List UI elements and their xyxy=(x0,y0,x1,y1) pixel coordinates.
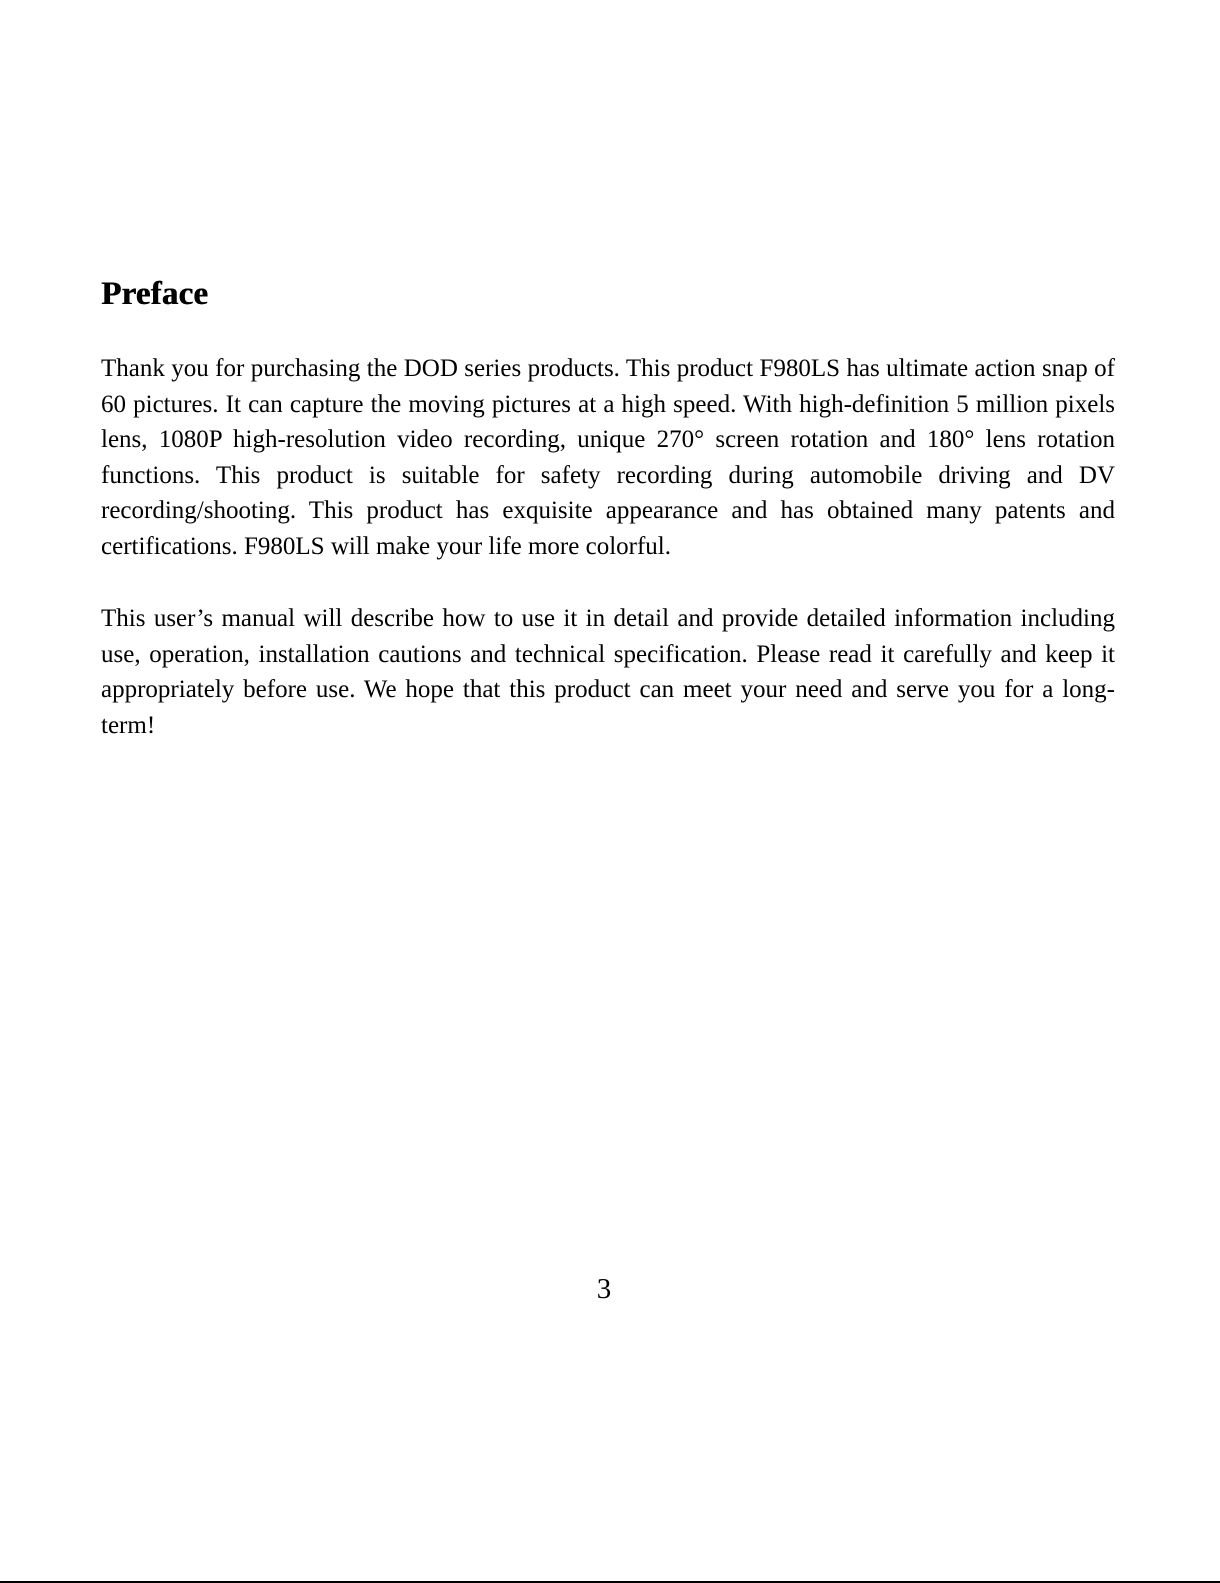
preface-paragraph-2: This user’s manual will describe how to use it in detail and provide detailed information including use, operation, installation cautions and technical specification. Please read it carefully and keep it appropriately before use. We hope that this product can meet your need and serve you for a long-term! xyxy=(101,605,1115,739)
page-number: 3 xyxy=(596,1273,612,1305)
preface-paragraph-1: Thank you for purchasing the DOD series products. This product F980LS has ultimate action snap of 60 pictures. It can capture the moving pictures at a high speed. With high-definition 5 million pixels lens, 1080P high-resolution video recording, unique 270° screen rotation and 180° lens rotation functions. This product is suitable for safety recording during automobile driving and DV recording/shooting. This product has exquisite appearance and has obtained many patents and certifications. F980LS will make your life more colorful. xyxy=(101,355,1115,560)
page-title: Preface xyxy=(101,276,209,312)
